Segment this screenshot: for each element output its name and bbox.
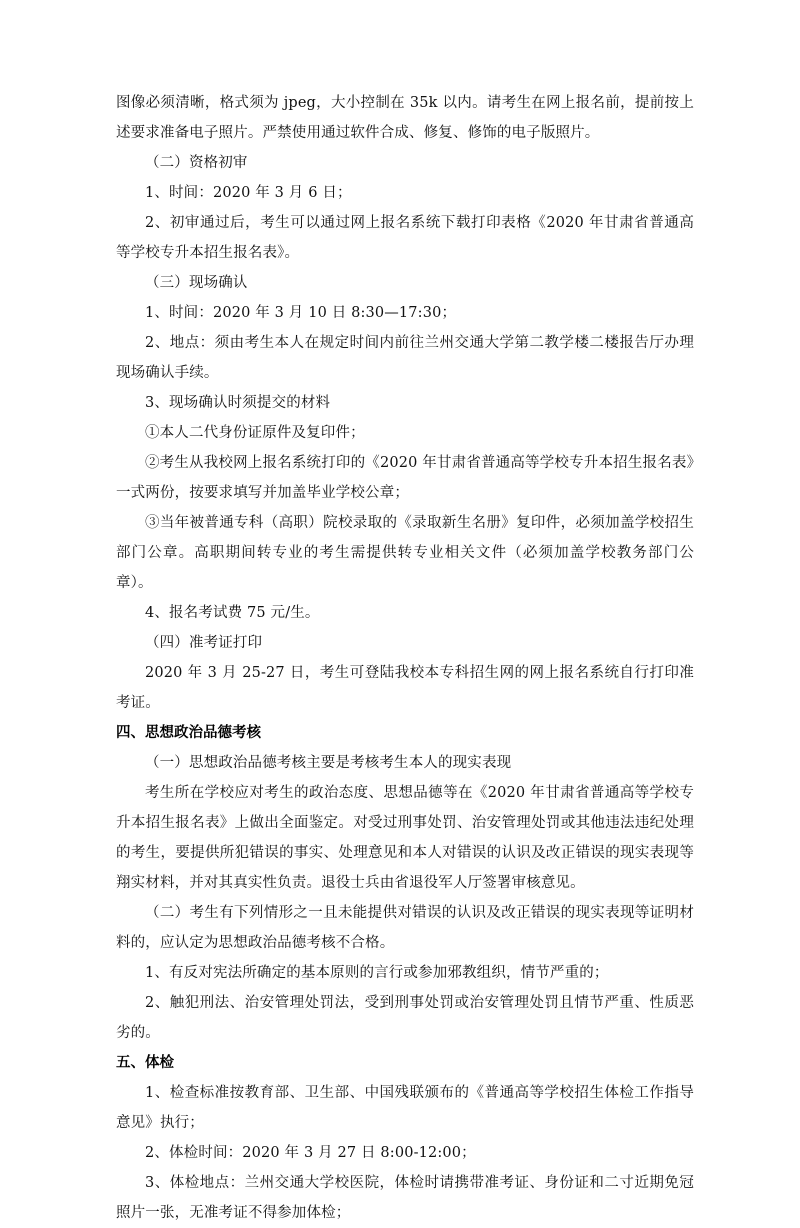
paragraph-materials-title: 3、现场确认时须提交的材料 — [145, 395, 331, 411]
paragraph-exam-location: 3、体检地点：兰州交通大学校医院，体检时请携带准考证、身份证和二寸近期免冠照片一张，无准考证不得参加体检； — [116, 1175, 694, 1221]
paragraph-exam-fee: 4、报名考试费 75 元/生。 — [145, 605, 320, 621]
subheading-moral-assessment-main: （一）思想政治品德考核主要是考核考生本人的现实表现 — [145, 755, 512, 771]
subheading-qualification-review: （二）资格初审 — [145, 155, 248, 171]
subheading-onsite-confirmation: （三）现场确认 — [145, 275, 248, 291]
subheading-admission-ticket: （四）准考证打印 — [145, 635, 263, 651]
section-heading-physical-exam: 五、体检 — [116, 1055, 174, 1071]
document-body — [116, 88, 694, 1228]
paragraph-fail-condition-1: 1、有反对宪法所确定的基本原则的言行或参加邪教组织，情节严重的； — [145, 965, 609, 981]
paragraph-fail-condition-2: 2、触犯刑法、治安管理处罚法，受到刑事处罚或治安管理处罚且情节严重、性质恶劣的。 — [116, 995, 694, 1041]
paragraph-material-id-card: ①本人二代身份证原件及复印件； — [145, 425, 365, 441]
paragraph-exam-standard: 1、检查标准按教育部、卫生部、中国残联颁布的《普通高等学校招生体检工作指导意见》执行； — [116, 1085, 694, 1131]
paragraph-review-download: 2、初审通过后，考生可以通过网上报名系统下载打印表格《2020 年甘肃省普通高等学校专升本招生报名表》。 — [116, 215, 694, 261]
paragraph-ticket-print: 2020 年 3 月 25-27 日，考生可登陆我校本专科招生网的网上报名系统自行打印准考证。 — [116, 665, 694, 711]
paragraph-moral-assessment-detail: 考生所在学校应对考生的政治态度、思想品德等在《2020 年甘肃省普通高等学校专升本招生报名表》上做出全面鉴定。对受过刑事处罚、治安管理处罚或其他违法违纪处理的考生，要提供所犯错误的事实、处理意见和本人对错误的认识及改正错误的现实表现等翔实材料，并对其真实性负责。退役士兵由省退役军人厅签署审核意见。 — [116, 785, 694, 891]
paragraph-material-admission-list: ③当年被普通专科（高职）院校录取的《录取新生名册》复印件，必须加盖学校招生部门公章。高职期间转专业的考生需提供转专业相关文件（必须加盖学校教务部门公章）。 — [116, 515, 694, 591]
paragraph-review-time: 1、时间：2020 年 3 月 6 日； — [145, 185, 352, 201]
paragraph-exam-time: 2、体检时间：2020 年 3 月 27 日 8:00-12:00； — [145, 1145, 476, 1161]
section-heading-moral-assessment: 四、思想政治品德考核 — [116, 725, 261, 741]
paragraph-confirmation-location: 2、地点：须由考生本人在规定时间内前往兰州交通大学第二教学楼二楼报告厅办理现场确认手续。 — [116, 335, 694, 381]
paragraph-moral-fail-conditions: （二）考生有下列情形之一且未能提供对错误的认识及改正错误的现实表现等证明材料的，应认定为思想政治品德考核不合格。 — [116, 905, 694, 951]
paragraph-material-registration-form: ②考生从我校网上报名系统打印的《2020 年甘肃省普通高等学校专升本招生报名表》一式两份，按要求填写并加盖毕业学校公章； — [116, 455, 694, 501]
paragraph-photo-requirements: 图像必须清晰，格式须为 jpeg，大小控制在 35k 以内。请考生在网上报名前，提前按上述要求准备电子照片。严禁使用通过软件合成、修复、修饰的电子版照片。 — [116, 95, 694, 141]
paragraph-confirmation-time: 1、时间：2020 年 3 月 10 日 8:30—17:30； — [145, 305, 457, 321]
